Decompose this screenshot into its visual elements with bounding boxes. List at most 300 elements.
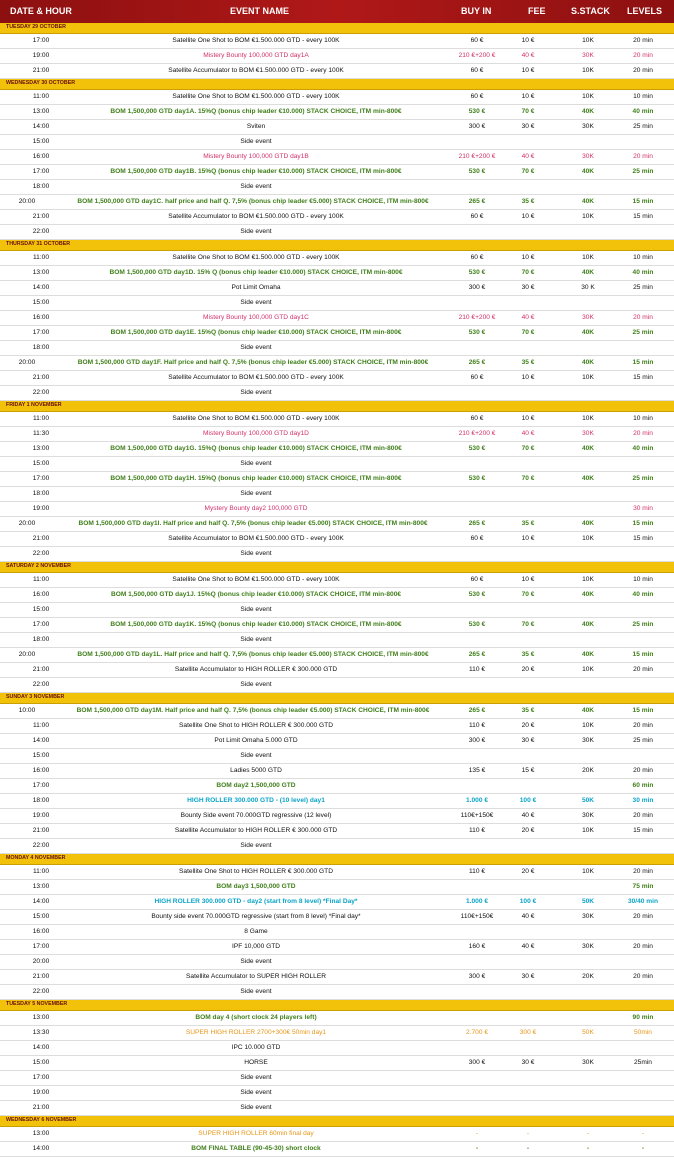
event-name: BOM day 4 (short clock 24 players left) xyxy=(195,1014,317,1021)
event-fee: 20 € xyxy=(521,666,535,673)
event-name: Satellite One Shot to HIGH ROLLER € 300.000 GTD xyxy=(179,722,333,729)
day-header-row xyxy=(0,854,674,865)
event-levels: 15 min xyxy=(632,359,654,366)
event-name: Side event xyxy=(240,344,272,351)
event-fee: 300 € xyxy=(519,1029,537,1036)
event-stack: 30K xyxy=(582,314,594,321)
event-name: Mistery Bounty 100,000 GTD day1D xyxy=(203,430,309,437)
event-levels: 20 min xyxy=(633,812,653,819)
event-row xyxy=(0,517,674,532)
event-name: Side event xyxy=(240,636,272,643)
day-header-row xyxy=(0,79,674,90)
event-stack: 10K xyxy=(582,722,594,729)
event-levels: 25 min xyxy=(632,621,654,628)
event-row xyxy=(0,573,674,588)
header-date-hour: DATE & HOUR xyxy=(10,6,72,16)
day-label: MONDAY 4 NOVEMBER xyxy=(6,855,66,861)
event-time: 21:00 xyxy=(32,213,50,220)
event-buy-in: 265 € xyxy=(468,198,486,205)
event-row xyxy=(0,779,674,794)
event-row xyxy=(0,648,674,663)
event-stack: 40K xyxy=(581,198,595,205)
event-fee: 10 € xyxy=(521,576,535,583)
event-time: 22:00 xyxy=(32,842,50,849)
event-name: Side event xyxy=(240,299,272,306)
event-name: BOM day2 1,500,000 GTD xyxy=(216,782,296,789)
event-fee: 70 € xyxy=(521,168,535,175)
event-time: 22:00 xyxy=(32,681,50,688)
event-stack: 30K xyxy=(582,943,594,950)
event-name: Side event xyxy=(240,752,272,759)
event-buy-in: 210 €+200 € xyxy=(458,314,496,321)
event-name: BOM 1,500,000 GTD day1I. Half price and half Q. 7,5% (bonus chip leader €5.000) STACK CHOICE, ITM min-800€ xyxy=(78,520,428,527)
event-row xyxy=(0,809,674,824)
event-time: 20:00 xyxy=(18,359,36,366)
event-row xyxy=(0,311,674,326)
event-fee: - xyxy=(526,1130,530,1137)
event-name: Side event xyxy=(240,183,272,190)
event-name: BOM 1,500,000 GTD day1K. 15%Q (bonus chip leader €10.000) STACK CHOICE, ITM min-800€ xyxy=(110,621,402,628)
event-time: 11:00 xyxy=(32,576,49,583)
event-stack: 10K xyxy=(582,827,594,834)
event-levels: 25min xyxy=(634,1059,652,1066)
event-time: 15:00 xyxy=(32,460,50,467)
event-row xyxy=(0,633,674,648)
event-name: Side event xyxy=(240,842,272,849)
event-stack: 30K xyxy=(582,123,594,130)
event-name: Side event xyxy=(240,228,272,235)
event-levels: 60 min xyxy=(632,782,654,789)
event-levels: 20 min xyxy=(633,52,653,59)
event-row xyxy=(0,296,674,311)
day-header-row xyxy=(0,693,674,704)
header-buy-in: BUY IN xyxy=(461,6,492,16)
event-buy-in: 210 €+200 € xyxy=(458,153,496,160)
event-row xyxy=(0,386,674,401)
event-row xyxy=(0,955,674,970)
event-buy-in: 530 € xyxy=(468,445,486,452)
event-time: 11:00 xyxy=(32,722,49,729)
event-levels: 15 min xyxy=(633,374,653,381)
day-header-row xyxy=(0,240,674,251)
event-fee: 10 € xyxy=(521,374,535,381)
event-buy-in: 60 € xyxy=(470,67,484,74)
event-row xyxy=(0,1127,674,1142)
event-name: BOM 1,500,000 GTD day1E. 15%Q (bonus chip leader €10.000) STACK CHOICE, ITM min-800€ xyxy=(110,329,402,336)
event-name: Pot Limit Omaha xyxy=(231,284,281,291)
event-fee: 10 € xyxy=(521,67,535,74)
event-time: 21:00 xyxy=(32,1104,50,1111)
event-stack: 40K xyxy=(581,269,595,276)
event-row xyxy=(0,472,674,487)
event-buy-in: 110 € xyxy=(468,827,485,834)
event-levels: 15 min xyxy=(633,535,653,542)
event-stack: 10K xyxy=(582,37,594,44)
event-name: Satellite Accumulator to HIGH ROLLER € 300.000 GTD xyxy=(174,827,338,834)
event-time: 20:00 xyxy=(18,198,36,205)
event-levels: 15 min xyxy=(632,520,654,527)
event-buy-in: 300 € xyxy=(468,737,486,744)
event-fee: 10 € xyxy=(521,93,535,100)
event-row xyxy=(0,1071,674,1086)
event-name: Satellite One Shot to BOM €1.500.000 GTD - every 100K xyxy=(172,93,340,100)
event-levels: 50min xyxy=(634,1029,652,1036)
event-levels: 15 min xyxy=(632,707,654,714)
event-time: 15:00 xyxy=(32,138,50,145)
event-name: Mistery Bounty 100,000 GTD day1B xyxy=(203,153,309,160)
event-row xyxy=(0,704,674,719)
event-levels: 15 min xyxy=(632,198,654,205)
event-time: 17:00 xyxy=(32,37,50,44)
schedule-table xyxy=(0,23,674,1157)
event-buy-in: 110€+150€ xyxy=(460,913,494,920)
event-time: 13:00 xyxy=(32,269,50,276)
event-stack: 20K xyxy=(582,973,594,980)
event-buy-in: 530 € xyxy=(468,329,486,336)
event-row xyxy=(0,532,674,547)
event-time: 20:00 xyxy=(32,958,50,965)
event-time: 19:00 xyxy=(32,1089,50,1096)
event-fee: 10 € xyxy=(521,254,535,261)
event-name: HIGH ROLLER 300.000 GTD - day2 (start from 8 level) *Final Day* xyxy=(154,898,358,905)
event-buy-in: 60 € xyxy=(470,254,484,261)
event-row xyxy=(0,663,674,678)
event-stack: 30K xyxy=(582,153,594,160)
event-row xyxy=(0,442,674,457)
event-name: Satellite Accumulator to BOM €1.500.000 GTD - every 100K xyxy=(168,213,344,220)
event-row xyxy=(0,326,674,341)
event-row xyxy=(0,824,674,839)
event-name: Satellite Accumulator to BOM €1.500.000 GTD - every 100K xyxy=(168,67,344,74)
event-stack: - xyxy=(586,1145,590,1152)
event-row xyxy=(0,150,674,165)
event-buy-in: 1.000 € xyxy=(466,898,488,905)
event-row xyxy=(0,618,674,633)
day-label: WEDNESDAY 6 NOVEMBER xyxy=(6,1117,77,1123)
event-buy-in: 530 € xyxy=(468,168,486,175)
event-row xyxy=(0,1101,674,1116)
event-levels: 25 min xyxy=(632,329,654,336)
event-row xyxy=(0,180,674,195)
event-row xyxy=(0,502,674,517)
event-stack: 40K xyxy=(581,108,595,115)
event-fee: 70 € xyxy=(521,591,535,598)
event-name: BOM FINAL TABLE (90-45-30) short clock xyxy=(191,1145,321,1152)
event-levels: 20 min xyxy=(633,666,653,673)
event-row xyxy=(0,749,674,764)
event-fee: 20 € xyxy=(521,827,535,834)
event-name: Satellite Accumulator to HIGH ROLLER € 300.000 GTD xyxy=(174,666,338,673)
event-levels: 20 min xyxy=(633,767,653,774)
event-buy-in: 300 € xyxy=(468,1059,486,1066)
event-time: 13:00 xyxy=(32,883,50,890)
event-buy-in: 1.000 € xyxy=(466,797,488,804)
event-row xyxy=(0,719,674,734)
event-row xyxy=(0,1011,674,1026)
event-stack: 50K xyxy=(581,797,595,804)
event-row xyxy=(0,839,674,854)
event-name: Side event xyxy=(240,681,272,688)
event-stack: 40K xyxy=(581,591,595,598)
event-time: 13:00 xyxy=(32,1130,50,1137)
event-row xyxy=(0,487,674,502)
day-label: SATURDAY 2 NOVEMBER xyxy=(6,563,71,569)
event-stack: 30K xyxy=(582,737,594,744)
event-name: HORSE xyxy=(244,1059,268,1066)
event-time: 16:00 xyxy=(32,591,50,598)
event-time: 11:00 xyxy=(32,93,49,100)
event-stack: 40K xyxy=(581,475,595,482)
event-fee: 35 € xyxy=(521,359,535,366)
event-time: 17:00 xyxy=(32,168,50,175)
event-row xyxy=(0,427,674,442)
event-fee: 35 € xyxy=(521,651,535,658)
event-fee: 40 € xyxy=(521,153,535,160)
event-time: 13:00 xyxy=(32,445,50,452)
event-row xyxy=(0,90,674,105)
event-levels: 40 min xyxy=(632,591,654,598)
event-time: 15:00 xyxy=(32,752,50,759)
event-time: 17:00 xyxy=(32,1074,50,1081)
event-time: 14:00 xyxy=(32,737,50,744)
event-name: Side event xyxy=(240,138,272,145)
event-time: 14:00 xyxy=(32,1044,50,1051)
event-buy-in: 265 € xyxy=(468,651,486,658)
header-levels: LEVELS xyxy=(627,6,663,16)
event-name: Mistery Bounty 100,000 GTD day1A xyxy=(203,52,309,59)
event-fee: 70 € xyxy=(521,475,535,482)
event-levels: 20 min xyxy=(633,37,653,44)
event-levels: 20 min xyxy=(633,868,653,875)
event-name: Satellite One Shot to BOM €1.500.000 GTD - every 100K xyxy=(172,254,340,261)
event-name: Satellite Accumulator to BOM €1.500.000 GTD - every 100K xyxy=(168,374,344,381)
event-row xyxy=(0,985,674,1000)
event-time: 16:00 xyxy=(32,928,50,935)
event-row xyxy=(0,603,674,618)
event-name: Side event xyxy=(240,1074,272,1081)
event-time: 20:00 xyxy=(18,520,36,527)
event-row xyxy=(0,588,674,603)
event-time: 21:00 xyxy=(32,535,50,542)
event-stack: 40K xyxy=(581,329,595,336)
event-time: 10:00 xyxy=(18,707,36,714)
event-time: 18:00 xyxy=(32,490,50,497)
event-name: Side event xyxy=(240,550,272,557)
event-name: BOM 1,500,000 GTD day1C. half price and half Q. 7,5% (bonus chip leader €5.000) STACK CHOICE, ITM min-800€ xyxy=(77,198,429,205)
event-buy-in: - xyxy=(475,1130,479,1137)
event-fee: 40 € xyxy=(521,52,535,59)
event-stack: 30K xyxy=(582,812,594,819)
event-levels: 20 min xyxy=(633,943,653,950)
event-buy-in: 265 € xyxy=(468,359,486,366)
event-time: 21:00 xyxy=(32,67,50,74)
event-row xyxy=(0,412,674,427)
event-levels: 40 min xyxy=(632,108,654,115)
event-row xyxy=(0,1056,674,1071)
event-time: 14:00 xyxy=(32,284,50,291)
event-stack: 10K xyxy=(582,254,594,261)
header-event-name: EVENT NAME xyxy=(230,6,290,16)
event-buy-in: 530 € xyxy=(468,621,486,628)
event-row xyxy=(0,970,674,985)
event-time: 18:00 xyxy=(32,797,50,804)
event-time: 17:00 xyxy=(32,782,50,789)
day-label: SUNDAY 3 NOVEMBER xyxy=(6,694,65,700)
event-fee: 100 € xyxy=(519,797,537,804)
event-time: 14:00 xyxy=(32,123,50,130)
event-row xyxy=(0,734,674,749)
event-time: 14:00 xyxy=(32,1145,50,1152)
event-time: 21:00 xyxy=(32,827,50,834)
table-header xyxy=(0,0,674,23)
event-row xyxy=(0,678,674,693)
event-buy-in: 300 € xyxy=(468,973,486,980)
event-levels: 40 min xyxy=(632,269,654,276)
event-stack: 30 K xyxy=(581,284,595,291)
event-stack: 40K xyxy=(581,651,595,658)
event-name: Side event xyxy=(240,1089,272,1096)
event-time: 19:00 xyxy=(32,812,50,819)
event-time: 19:00 xyxy=(32,505,50,512)
event-name: BOM 1,500,000 GTD day1B. 15%Q (bonus chip leader €10.000) STACK CHOICE, ITM min-800€ xyxy=(110,168,402,175)
event-stack: 10K xyxy=(582,67,594,74)
event-stack: 30K xyxy=(582,52,594,59)
event-buy-in: 110€+150€ xyxy=(460,812,494,819)
event-stack: 50K xyxy=(582,1029,594,1036)
event-fee: 10 € xyxy=(521,37,535,44)
event-fee: 40 € xyxy=(521,943,535,950)
event-fee: 30 € xyxy=(521,284,535,291)
event-stack: 50K xyxy=(581,898,595,905)
day-header-row xyxy=(0,562,674,573)
event-row xyxy=(0,251,674,266)
event-time: 11:30 xyxy=(32,430,49,437)
event-buy-in: 210 €+200 € xyxy=(458,52,496,59)
event-stack: 10K xyxy=(582,868,594,875)
event-buy-in: 530 € xyxy=(468,108,486,115)
event-levels: 20 min xyxy=(633,973,653,980)
event-levels: 25 min xyxy=(632,475,654,482)
event-row xyxy=(0,266,674,281)
day-label: TUESDAY 5 NOVEMBER xyxy=(6,1001,68,1007)
event-fee: 100 € xyxy=(519,898,537,905)
event-stack: 10K xyxy=(582,415,594,422)
event-name: Satellite One Shot to BOM €1.500.000 GTD - every 100K xyxy=(172,576,340,583)
event-row xyxy=(0,371,674,386)
event-time: 18:00 xyxy=(32,344,50,351)
event-time: 15:00 xyxy=(32,299,50,306)
event-name: Side event xyxy=(240,389,272,396)
event-stack: 40K xyxy=(581,168,595,175)
event-name: Side event xyxy=(240,490,272,497)
event-time: 17:00 xyxy=(32,943,50,950)
event-stack: 40K xyxy=(581,359,595,366)
event-name: IPC 10.000 GTD xyxy=(231,1044,281,1051)
event-fee: 10 € xyxy=(521,213,535,220)
event-row xyxy=(0,1086,674,1101)
event-row xyxy=(0,105,674,120)
event-time: 17:00 xyxy=(32,329,50,336)
event-buy-in: 60 € xyxy=(470,213,484,220)
event-levels: 90 min xyxy=(632,1014,654,1021)
event-fee: 70 € xyxy=(521,621,535,628)
event-time: 20:00 xyxy=(18,651,36,658)
event-levels: 75 min xyxy=(632,883,654,890)
event-time: 22:00 xyxy=(32,550,50,557)
event-levels: 10 min xyxy=(633,415,653,422)
event-stack: 30K xyxy=(582,1059,594,1066)
event-name: Satellite Accumulator to SUPER HIGH ROLLER xyxy=(186,973,326,980)
event-name: Bounty Side event 70.000GTD regressive (12 level) xyxy=(180,812,332,819)
event-name: BOM 1,500,000 GTD day1H. 15%Q (bonus chip leader €10.000) STACK CHOICE, ITM min-800€ xyxy=(110,475,402,482)
event-name: Side event xyxy=(240,460,272,467)
event-buy-in: 2.700 € xyxy=(466,1029,488,1036)
event-name: Satellite Accumulator to BOM €1.500.000 GTD - every 100K xyxy=(168,535,344,542)
event-time: 11:00 xyxy=(32,868,49,875)
event-fee: 40 € xyxy=(521,430,535,437)
event-levels: 25 min xyxy=(632,168,654,175)
event-stack: - xyxy=(586,1130,590,1137)
event-buy-in: 110 € xyxy=(468,868,485,875)
header-stack: S.STACK xyxy=(571,6,610,16)
event-row xyxy=(0,225,674,240)
event-levels: 15 min xyxy=(632,651,654,658)
event-name: BOM 1,500,000 GTD day1L. Half price and half Q. 7,5% (bonus chip leader €5.000) STACK CHOICE, ITM min-800€ xyxy=(77,651,429,658)
event-fee: 30 € xyxy=(521,737,535,744)
event-stack: 10K xyxy=(582,576,594,583)
event-levels: 10 min xyxy=(633,93,653,100)
event-stack: 10K xyxy=(582,213,594,220)
event-buy-in: 135 € xyxy=(468,767,486,774)
event-name: Satellite One Shot to BOM €1.500.000 GTD - every 100K xyxy=(172,37,340,44)
day-label: TUESDAY 29 OCTOBER xyxy=(6,24,66,30)
event-time: 11:00 xyxy=(32,254,49,261)
event-stack: 40K xyxy=(581,707,595,714)
event-name: Mystery Bounty day2 100,000 GTD xyxy=(204,505,308,512)
event-buy-in: 210 €+200 € xyxy=(458,430,496,437)
day-label: THURSDAY 31 OCTOBER xyxy=(6,241,71,247)
event-name: Pot Limit Omaha 5.000 GTD xyxy=(214,737,298,744)
event-buy-in: 110 € xyxy=(468,722,485,729)
event-levels: 15 min xyxy=(633,827,653,834)
event-name: Satellite One Shot to HIGH ROLLER € 300.000 GTD xyxy=(179,868,333,875)
event-fee: 40 € xyxy=(521,913,535,920)
event-buy-in: 265 € xyxy=(468,520,486,527)
event-time: 13:30 xyxy=(32,1029,50,1036)
event-levels: 30 min xyxy=(633,505,653,512)
event-levels: 40 min xyxy=(632,445,654,452)
event-name: BOM 1,500,000 GTD day1M. Half price and half Q. 7,5% (bonus chip leader €5.000) STACK CHOICE, ITM min-800€ xyxy=(76,707,430,714)
event-name: BOM 1,500,000 GTD day1A. 15%Q (bonus chip leader €10.000) STACK CHOICE, ITM min-800€ xyxy=(110,108,402,115)
event-time: 19:00 xyxy=(32,52,50,59)
event-buy-in: 60 € xyxy=(470,37,484,44)
event-levels: - xyxy=(641,1130,645,1137)
day-header-row xyxy=(0,23,674,34)
event-row xyxy=(0,895,674,910)
event-row xyxy=(0,865,674,880)
event-time: 21:00 xyxy=(32,666,50,673)
event-row xyxy=(0,135,674,150)
event-name: Bounty side event 70.000GTD regressive (start from 8 level) *Final day* xyxy=(151,913,361,920)
event-row xyxy=(0,940,674,955)
event-row xyxy=(0,210,674,225)
event-levels: 20 min xyxy=(633,913,653,920)
event-row xyxy=(0,1026,674,1041)
event-time: 17:00 xyxy=(32,621,50,628)
event-buy-in: 160 € xyxy=(468,943,486,950)
day-header-row xyxy=(0,401,674,412)
event-levels: 30/40 min xyxy=(627,898,659,905)
